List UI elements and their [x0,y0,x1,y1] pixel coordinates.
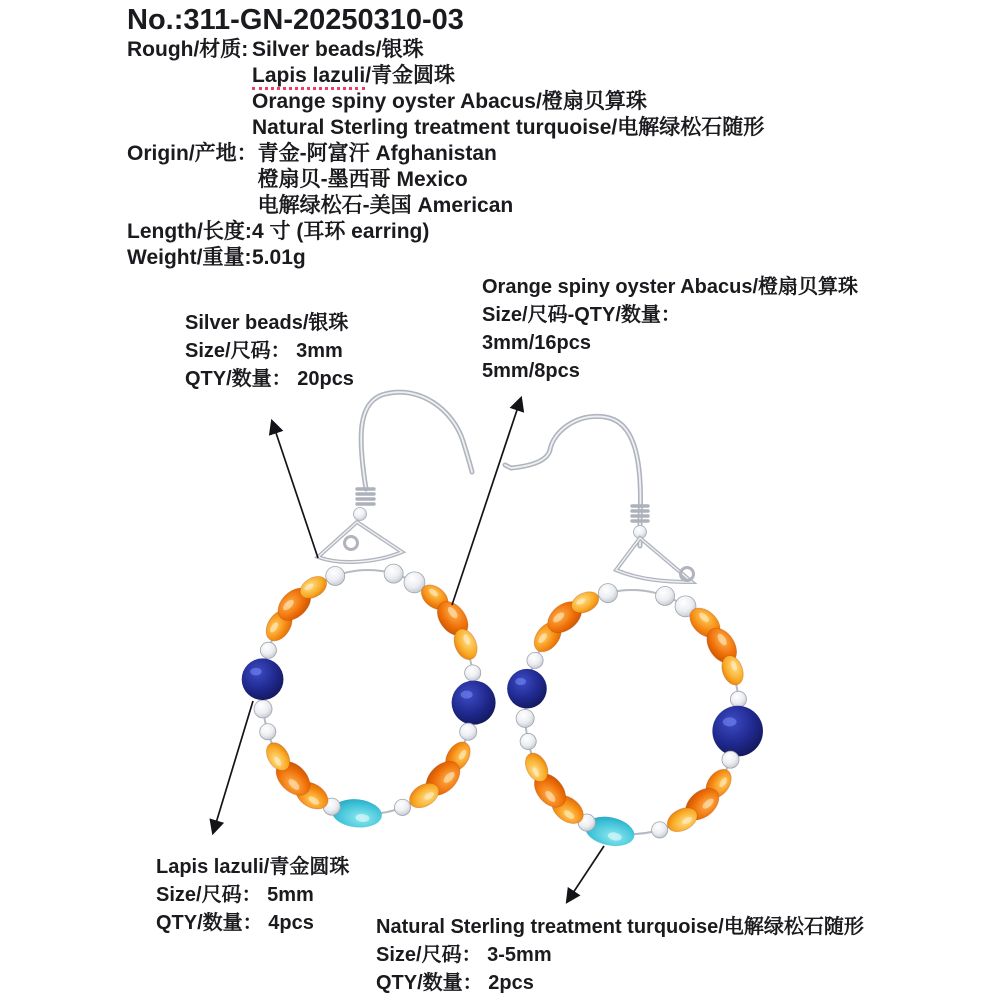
silver-bead [598,584,617,603]
arrow-to-silver-label [272,421,318,558]
callout-size-qty-label: Size/尺码-QTY/数量： [482,304,681,326]
silver-bead [384,564,403,583]
callout-title: Orange spiny oyster Abacus/橙扇贝算珠 [482,276,859,298]
weight-value: 5.01g [252,246,306,269]
bead-highlight [461,691,473,699]
callout-size-qty-row2: 5mm/8pcs [482,360,580,382]
origin-lapis: 青金-阿富汗 Afghanistan [257,142,497,165]
spec-row-origin [127,141,764,219]
silver-bead [527,652,543,668]
spec-row-materials [127,37,764,141]
french-hook-icon [361,392,472,489]
callout-qty: QTY/数量： 2pcs [376,972,534,994]
silver-bead [260,724,276,740]
material-lapis [252,63,764,89]
wire-ball-icon [354,508,367,521]
beaded-hoop-right [507,584,763,851]
callout-size: Size/尺码： 3mm [185,340,343,362]
spec-row-length [127,219,764,245]
material-lapis-cn: /青金圆珠 [365,64,456,87]
lapis-lazuli-bead [507,669,547,709]
silver-bead [326,566,345,585]
callout-title: Silver beads/银珠 [185,312,349,334]
callout-lapis-lazuli [156,853,349,937]
arrow-to-lapis-label [213,701,253,833]
silver-bead [516,709,534,727]
weight-label: Weight/重量: [127,246,252,269]
silver-bead [460,723,477,740]
material-silver: Silver beads/银珠 [252,38,424,61]
origin-oyster: 橙扇贝-墨西哥 Mexico [257,168,468,191]
silver-bead [394,799,410,815]
silver-bead [730,691,746,707]
ear-wire-right [505,416,694,582]
origin-turquoise: 电解绿松石-美国 American [257,194,514,217]
origin-label: Origin/产地： [127,142,258,165]
ear-wire-left [318,392,472,562]
bead-highlight [250,668,261,676]
wire-highlight [505,416,641,546]
materials-values [252,37,764,141]
french-hook-icon [505,416,641,546]
silver-bead [465,665,481,681]
arrow-to-turquoise-label [567,846,604,902]
wire-highlight [361,392,472,489]
callout-qty: QTY/数量： 20pcs [185,368,354,390]
origin-values [258,141,514,219]
silver-bead [722,751,739,768]
length-value: 4 寸 (耳环 earring) [252,220,430,243]
beaded-hoop-left [242,564,496,830]
arrow-to-oyster-label [452,398,521,605]
bead-highlight [723,717,737,726]
lapis-lazuli-bead [242,658,284,700]
bead-highlight [515,678,526,685]
spellcheck-underline: Lapis lazuli [252,64,365,90]
callout-title: Lapis lazuli/青金圆珠 [156,856,350,878]
callout-size: Size/尺码： 3-5mm [376,944,552,966]
callout-silver-beads [185,309,354,393]
spec-row-weight [127,245,764,271]
silver-bead [656,586,675,605]
material-oyster: Orange spiny oyster Abacus/橙扇贝算珠 [252,90,647,113]
materials-label: Rough/材质: [127,38,249,61]
product-number: No.:311-GN-20250310-03 [127,4,464,36]
spec-list [127,37,764,271]
silver-bead [652,822,668,838]
silver-bead [254,700,272,718]
bail-loop-icon [345,537,358,550]
lapis-lazuli-bead [452,681,496,725]
lapis-lazuli-bead [712,706,763,757]
silver-bead [520,733,536,749]
material-turquoise: Natural Sterling treatment turquoise/电解绿松石随形 [252,116,765,139]
length-label: Length/长度: [127,220,252,243]
callout-turquoise [376,913,864,997]
silver-bead [260,642,276,658]
callout-qty: QTY/数量： 4pcs [156,912,314,934]
callout-size: Size/尺码： 5mm [156,884,314,906]
callout-orange-oyster [482,273,858,385]
callout-size-qty-row1: 3mm/16pcs [482,332,591,354]
callout-title: Natural Sterling treatment turquoise/电解绿松石随形 [376,916,864,938]
